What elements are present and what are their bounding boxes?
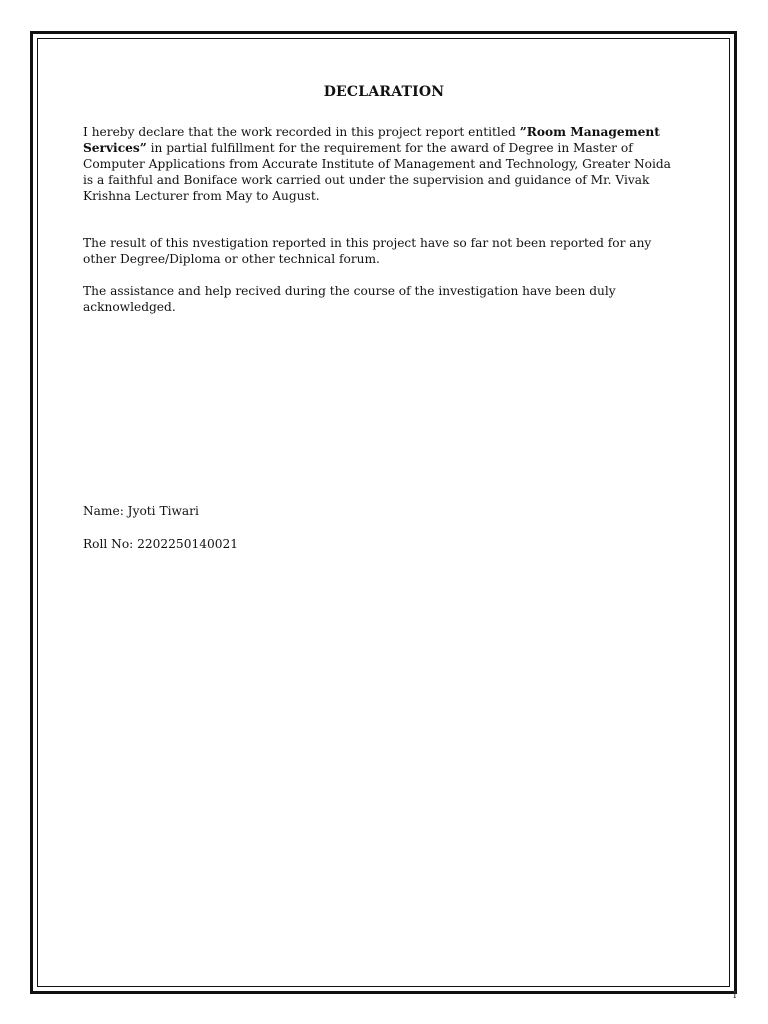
page-number: I — [733, 991, 737, 1001]
student-name: Name: Jyoti Tiwari — [83, 504, 199, 518]
declaration-heading: DECLARATION — [323, 84, 445, 100]
declaration-paragraph — [83, 124, 683, 204]
investigation-paragraph: The result of this nvestigation reported in this project have so far not been reported for any other Degree/Diploma or other technical forum. — [83, 236, 652, 266]
paragraph-text-start: I hereby declare that the work recorded in this project report entitled — [83, 125, 520, 139]
project-title: ”Room Management Services” — [83, 125, 660, 155]
acknowledgement-paragraph: The assistance and help recived during the course of the investigation have been duly acknowledged. — [83, 284, 616, 314]
roll-number: Roll No: 2202250140021 — [83, 537, 238, 551]
paragraph-text-end: in partial fulfillment for the requirement for the award of Degree in Master of Computer Applications from Accurate Institute of Management and Technology, Greater Noida is a faithful and Boniface work carried out under the supervision and guidance of Mr. Vivak Krishna Lecturer from May to August. — [83, 141, 671, 203]
